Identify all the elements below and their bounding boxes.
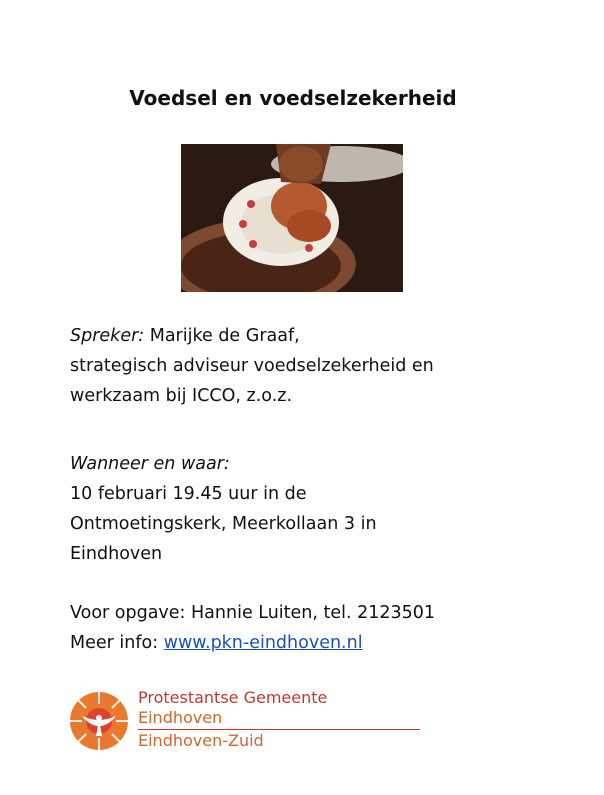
event-location: Ontmoetingskerk, Meerkollaan 3 in <box>70 514 377 534</box>
when-where-label: Wanneer en waar: <box>70 454 230 474</box>
speaker-role: strategisch adviseur voedselzekerheid en <box>70 356 434 376</box>
registration-line: Voor opgave: Hannie Luiten, tel. 2123501 <box>70 603 436 623</box>
logo-org-name: Protestantse Gemeente <box>138 688 328 707</box>
info-line <box>70 628 435 658</box>
page-title: Voedsel en voedselzekerheid <box>129 86 457 110</box>
info-label: Meer info: <box>70 633 164 653</box>
logo-city: Eindhoven <box>138 708 420 730</box>
speaker-organization: werkzaam bij ICCO, z.o.z. <box>70 386 293 406</box>
church-logo <box>68 688 368 754</box>
website-link[interactable]: www.pkn-eindhoven.nl <box>163 633 363 653</box>
event-city: Eindhoven <box>70 544 163 564</box>
logo-district: Eindhoven-Zuid <box>138 731 264 750</box>
speaker-label: Spreker: <box>70 326 145 346</box>
event-date-time: 10 februari 19.45 uur in de <box>70 484 307 504</box>
logo-text <box>138 688 424 752</box>
speaker-name: Marijke de Graaf, <box>144 326 300 346</box>
dove-sun-icon <box>68 690 130 752</box>
food-bowl-image <box>181 144 403 292</box>
contact-block <box>70 598 435 658</box>
food-photo <box>181 144 403 292</box>
speaker-block <box>70 321 434 411</box>
when-where-block <box>70 449 377 569</box>
speaker-line <box>70 321 434 351</box>
